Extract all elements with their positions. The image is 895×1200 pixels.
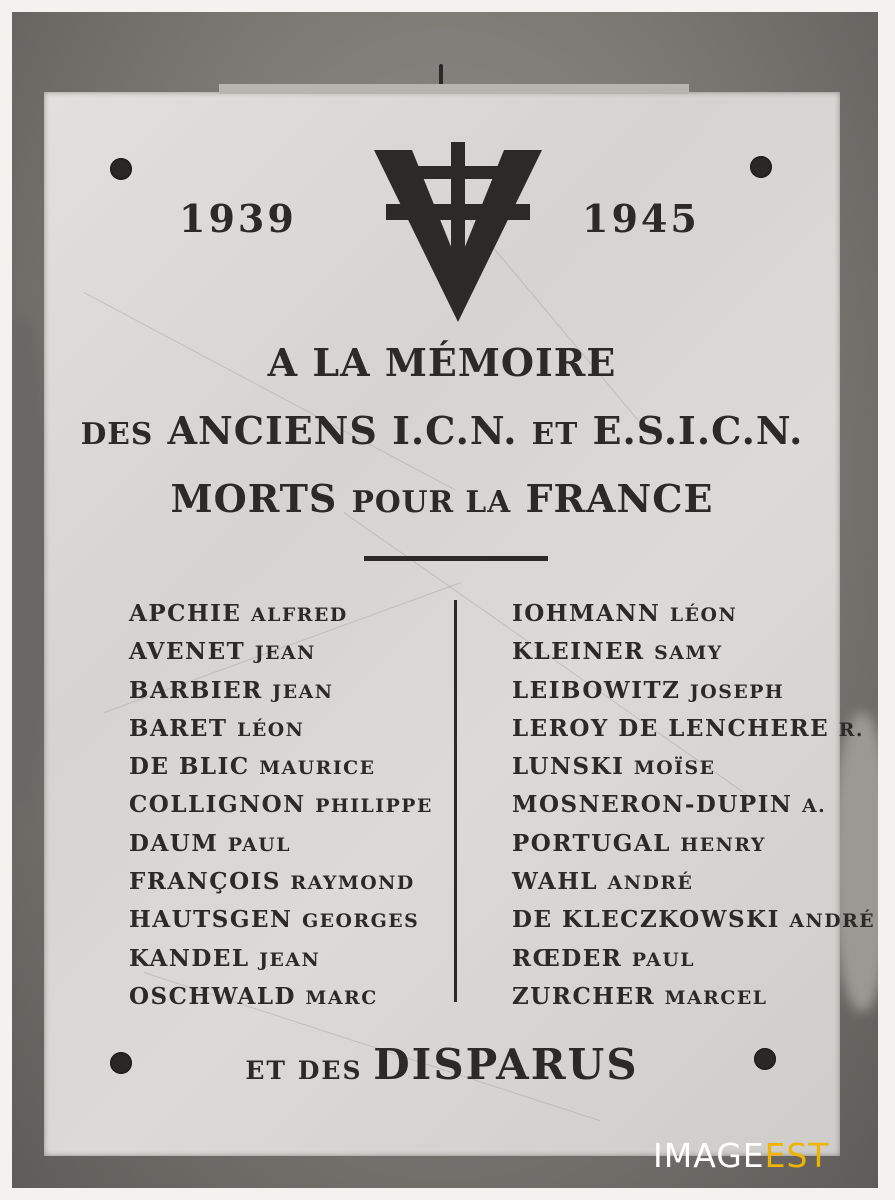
surname: DE BLIC xyxy=(129,753,250,781)
name-entry xyxy=(512,940,875,978)
given-name: RAYMOND xyxy=(290,872,415,895)
given-name: GEORGES xyxy=(302,910,420,933)
name-entry xyxy=(512,978,875,1016)
given-name: JEAN xyxy=(254,642,316,665)
given-name: ALFRED xyxy=(250,604,348,626)
surname: FRANÇOIS xyxy=(129,868,282,896)
left-name-list xyxy=(129,595,433,1016)
name-entry xyxy=(129,595,433,633)
given-name: MAURICE xyxy=(259,757,376,780)
heading-line-1: A LA MÉMOIRE xyxy=(267,340,617,385)
surname: KLEINER xyxy=(512,638,645,666)
heading-line-2: DES ANCIENS I.C.N. ET E.S.I.C.N. xyxy=(80,408,804,453)
surname: PORTUGAL xyxy=(512,829,671,857)
given-name: HENRY xyxy=(680,833,766,856)
given-name: PAUL xyxy=(227,833,291,856)
name-entry xyxy=(129,863,433,901)
year-left: 1939 xyxy=(179,196,297,241)
surname: DAUM xyxy=(129,829,219,857)
right-name-list xyxy=(512,595,875,1016)
name-entry xyxy=(129,825,433,863)
heading-rule xyxy=(364,556,548,561)
surname: IOHMANN xyxy=(512,600,661,627)
given-name: ANDRÉ xyxy=(607,872,694,895)
name-entry xyxy=(129,978,433,1016)
wall-hook xyxy=(439,64,443,86)
name-entry xyxy=(512,786,875,824)
surname: LEIBOWITZ xyxy=(512,676,681,704)
column-divider xyxy=(454,600,457,1002)
name-entry xyxy=(512,825,875,863)
given-name: PHILIPPE xyxy=(315,795,433,818)
name-entry xyxy=(129,786,433,824)
surname: WAHL xyxy=(512,868,599,896)
name-entry xyxy=(512,748,875,786)
image-est-watermark: IMAGEEST xyxy=(653,1136,830,1175)
footer-line: ET DES DISPARUS xyxy=(245,1040,639,1089)
bolt-top-right xyxy=(750,156,772,178)
given-name: MOÏSE xyxy=(633,757,716,780)
surname: BARET xyxy=(129,714,228,742)
plaque-top-edge xyxy=(219,84,689,94)
year-right: 1945 xyxy=(582,196,700,241)
name-entry xyxy=(129,748,433,786)
given-name: LÉON xyxy=(237,718,305,741)
bolt-top-left xyxy=(110,158,132,180)
name-entry xyxy=(129,710,433,748)
surname: COLLIGNON xyxy=(129,791,306,819)
v-cross-of-lorraine-icon xyxy=(374,142,542,322)
name-entry xyxy=(129,901,433,939)
name-entry xyxy=(512,901,875,939)
surname: LUNSKI xyxy=(512,753,625,781)
surname: RŒDER xyxy=(512,944,623,972)
surname: HAUTSGEN xyxy=(129,906,293,934)
name-entry xyxy=(512,633,875,671)
given-name: LÉON xyxy=(669,604,738,626)
given-name: ANDRÉ xyxy=(789,910,876,933)
surname: KANDEL xyxy=(129,944,250,972)
given-name: MARC xyxy=(305,986,378,1009)
name-entry xyxy=(512,863,875,901)
surname: APCHIE xyxy=(129,600,242,627)
name-entry xyxy=(512,710,875,748)
given-name: JEAN xyxy=(272,680,334,703)
name-entry xyxy=(129,940,433,978)
name-entry xyxy=(129,672,433,710)
given-name: R. xyxy=(838,718,864,741)
given-name: SAMY xyxy=(654,642,723,665)
surname: MOSNERON-DUPIN xyxy=(512,791,793,819)
surname: BARBIER xyxy=(129,676,263,704)
memorial-plaque xyxy=(44,92,876,1156)
given-name: PAUL xyxy=(631,948,696,971)
surname: LEROY DE LENCHERE xyxy=(512,714,830,742)
surname: DE KLECZKOWSKI xyxy=(512,906,780,934)
heading-line-3: MORTS POUR LA FRANCE xyxy=(170,476,714,521)
given-name: JOSEPH xyxy=(689,680,785,703)
surname: OSCHWALD xyxy=(129,982,297,1010)
photograph xyxy=(12,12,878,1188)
name-entry xyxy=(512,672,875,710)
surname: AVENET xyxy=(129,638,246,666)
name-entry xyxy=(129,633,433,671)
surname: ZURCHER xyxy=(512,982,656,1010)
given-name: MARCEL xyxy=(664,986,768,1009)
given-name: JEAN xyxy=(259,948,321,971)
given-name: A. xyxy=(801,795,827,818)
name-entry xyxy=(512,595,875,633)
